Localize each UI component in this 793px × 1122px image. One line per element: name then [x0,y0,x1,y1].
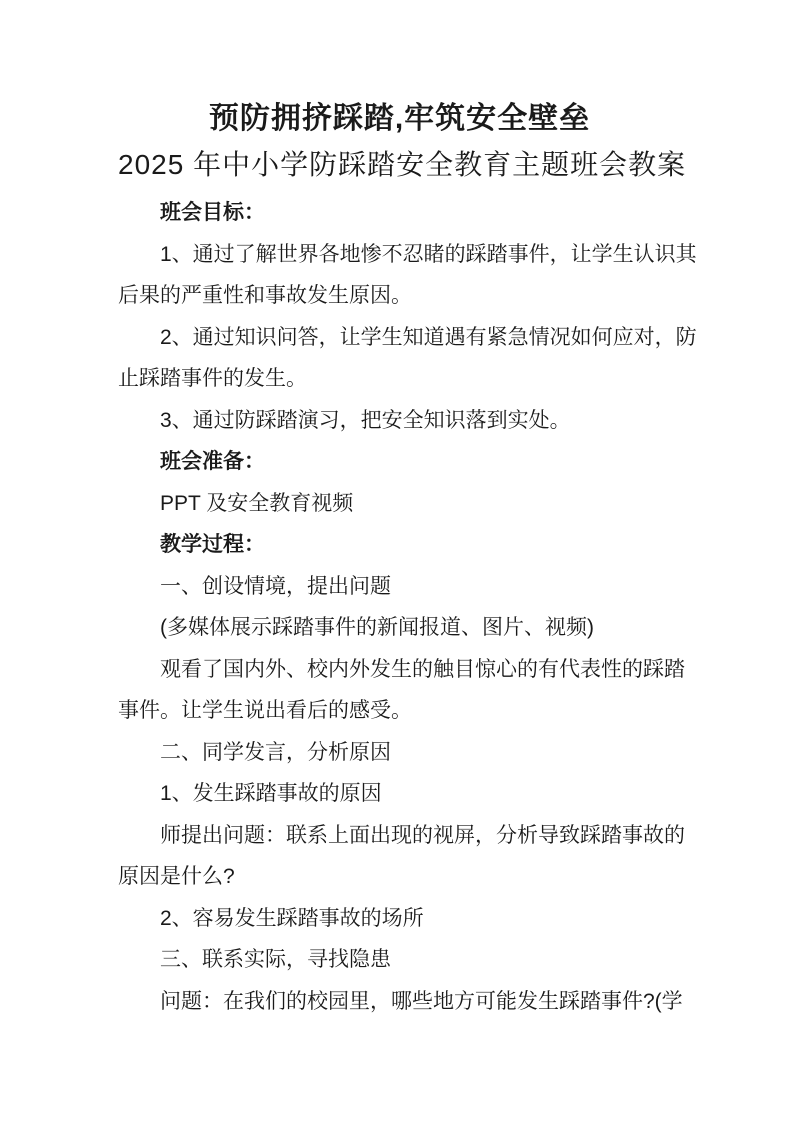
doc-text-line: 3、通过防踩踏演习，把安全知识落到实处。 [160,408,571,432]
doc-text-line: 1、通过了解世界各地惨不忍睹的踩踏事件，让学生认识其 [160,242,697,266]
doc-text-line: (多媒体展示踩踏事件的新闻报道、图片、视频) [160,616,594,639]
doc-text-line: 2、容易发生踩踏事故的场所 [160,906,424,930]
doc-text-line: 问题：在我们的校园里，哪些地方可能发生踩踏事件?(学 [160,989,683,1013]
doc-text-line: 三、联系实际，寻找隐患 [160,948,391,971]
doc-text-line: 二、同学发言，分析原因 [160,740,391,764]
doc-heading-line: 班会准备： [160,450,265,473]
doc-text-line: 后果的严重性和事故发生原因。 [118,284,412,307]
doc-text-line: 一、创设情境，提出问题 [160,574,391,598]
document-subtitle: 2025 年中小学防踩踏安全教育主题班会教案 [118,149,687,180]
doc-text-line: 师提出问题：联系上面出现的视屏，分析导致踩踏事故的 [160,823,685,847]
doc-text-line: 2、通过知识问答，让学生知道遇有紧急情况如何应对，防 [160,325,697,349]
document-body [118,192,697,1022]
doc-text-line: 1、发生踩踏事故的原因 [160,782,382,805]
doc-text-line: 止踩踏事件的发生。 [118,367,307,390]
doc-text-line: 观看了国内外、校内外发生的触目惊心的有代表性的踩踏 [160,657,685,681]
doc-text-line: 事件。让学生说出看后的感受。 [118,699,412,722]
doc-heading-line: 班会目标： [160,201,265,224]
doc-heading-line: 教学过程： [160,533,265,556]
doc-text-line: PPT 及安全教育视频 [160,491,354,515]
doc-text-line: 原因是什么? [118,865,235,888]
document-title: 预防拥挤踩踏,牢筑安全壁垒 [208,102,591,135]
